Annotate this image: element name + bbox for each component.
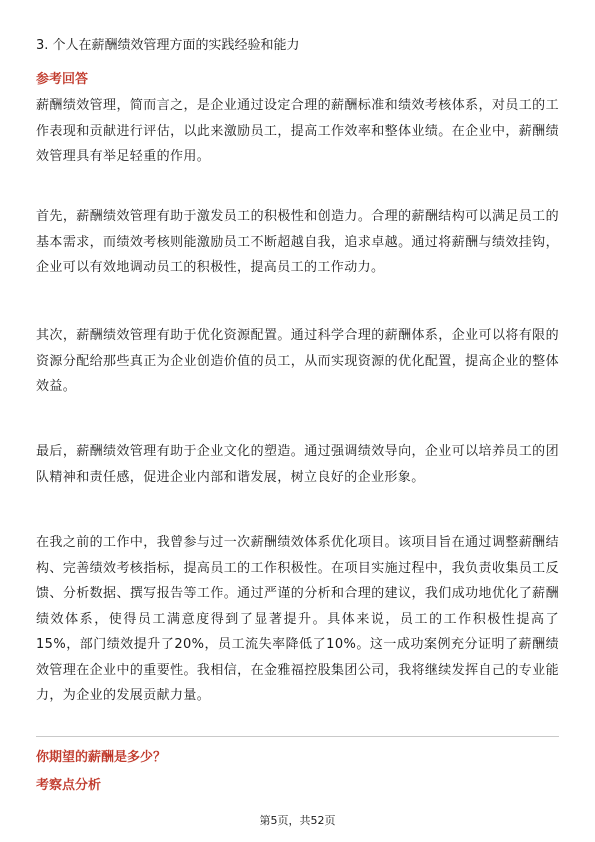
question-heading: 3. 个人在薪酬绩效管理方面的实践经验和能力 [36,38,300,53]
answer-paragraph-4: 最后，薪酬绩效管理有助于企业文化的塑造。通过强调绩效导向，企业可以培养员工的团队精神和责任感，促进企业内部和谐发展，树立良好的企业形象。 [36,444,559,485]
answer-paragraph-5: 在我之前的工作中，我曾参与过一次薪酬绩效体系优化项目。该项目旨在通过调整薪酬结构、完善绩效考核指标，提高员工的工作积极性。在项目实施过程中，我负责收集员工反馈、分析数据、撰写报告等工作。通过严谨的分析和合理的建议，我们成功地优化了薪酬绩效体系，使得员工满意度得到了显著提升。具体来说，员工的工作积极性提高了15%，部门绩效提升了20%，员工流失率降低了10%。这一成功案例充分证明了薪酬绩效管理在企业中的重要性。我相信，在金雅福控股集团公司，我将继续发挥自己的专业能力，为企业的发展贡献力量。 [36,535,559,703]
analysis-label: 考察点分析 [36,778,102,793]
answer-paragraph-2: 首先，薪酬绩效管理有助于激发员工的积极性和创造力。合理的薪酬结构可以满足员工的基本需求，而绩效考核则能激励员工不断超越自我，追求卓越。通过将薪酬与绩效挂钩，企业可以有效地调动员工的积极性，提高员工的工作动力。 [36,209,559,275]
answer-label: 参考回答 [36,72,89,87]
answer-paragraph-1: 薪酬绩效管理，简而言之，是企业通过设定合理的薪酬标准和绩效考核体系，对员工的工作表现和贡献进行评估，以此来激励员工，提高工作效率和整体业绩。在企业中，薪酬绩效管理具有举足轻重的作用。 [36,98,559,164]
next-question-heading: 你期望的薪酬是多少？ [36,750,167,765]
page-number: 第5页，共52页 [259,814,336,827]
section-divider [36,736,559,737]
answer-paragraph-3: 其次，薪酬绩效管理有助于优化资源配置。通过科学合理的薪酬体系，企业可以将有限的资源分配给那些真正为企业创造价值的员工，从而实现资源的优化配置，提高企业的整体效益。 [36,328,559,394]
